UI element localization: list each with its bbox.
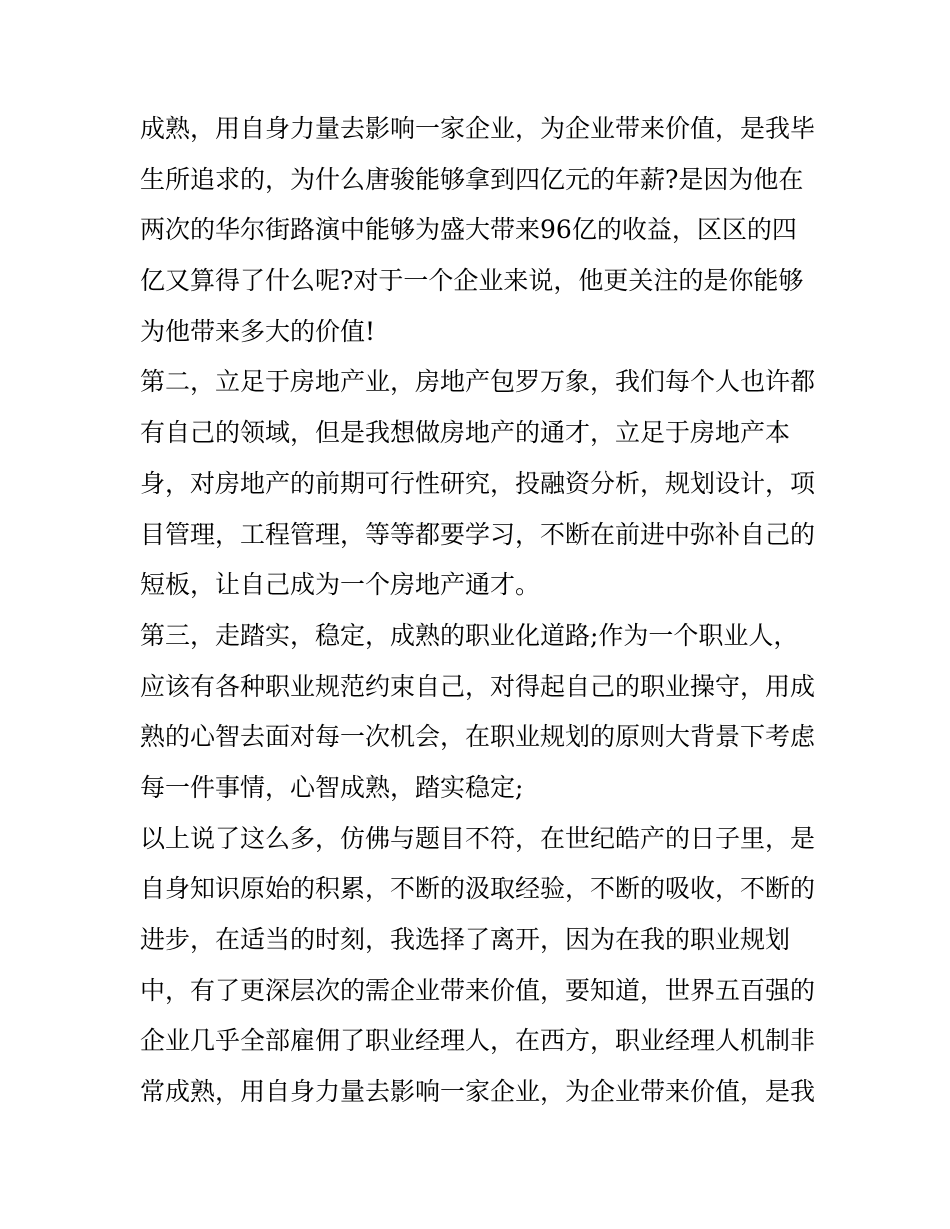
text-line: 两次的华尔街路演中能够为盛大带来96亿的收益，区区的四 (140, 215, 797, 245)
text-line: 亿又算得了什么呢?对于一个企业来说，他更关注的是你能够 (140, 266, 804, 296)
text-line: 应该有各种职业规范约束自己，对得起自己的职业操守，用成 (140, 671, 816, 701)
text-line: 以上说了这么多，仿佛与题目不符，在世纪皓产的日子里，是 (140, 823, 816, 853)
text-line: 目管理，工程管理，等等都要学习，不断在前进中弥补自己的 (140, 519, 816, 549)
text-line: 进步，在适当的时刻，我选择了离开，因为在我的职业规划 (140, 925, 791, 954)
text-line: 成熟，用自身力量去影响一家企业，为企业带来价值，是我毕 (140, 114, 816, 143)
document-body-text (140, 104, 820, 1118)
text-line: 有自己的领域，但是我想做房地产的通才，立足于房地产本 (140, 418, 791, 448)
text-line: 第三，走踏实，稳定，成熟的职业化道路;作为一个职业人， (140, 620, 799, 650)
text-line: 身，对房地产的前期可行性研究，投融资分析，规划设计，项 (140, 468, 816, 498)
text-line: 每一件事情，心智成熟，踏实稳定; (140, 772, 524, 802)
text-line: 中，有了更深层次的需企业带来价值，要知道，世界五百强的 (140, 975, 816, 1005)
text-line: 为他带来多大的价值! (140, 316, 376, 346)
text-line: 生所追求的，为什么唐骏能够拿到四亿元的年薪?是因为他在 (140, 164, 804, 194)
text-line: 短板，让自己成为一个房地产通才。 (140, 570, 541, 600)
text-line: 熟的心智去面对每一次机会，在职业规划的原则大背景下考虑 (140, 722, 816, 752)
text-line: 自身知识原始的积累，不断的汲取经验，不断的吸收，不断的 (140, 874, 816, 904)
text-line: 企业几乎全部雇佣了职业经理人，在西方，职业经理人机制非 (140, 1026, 816, 1056)
text-line: 常成熟，用自身力量去影响一家企业，为企业带来价值，是我 (140, 1077, 816, 1107)
text-line: 第二，立足于房地产业，房地产包罗万象，我们每个人也许都 (140, 367, 816, 397)
